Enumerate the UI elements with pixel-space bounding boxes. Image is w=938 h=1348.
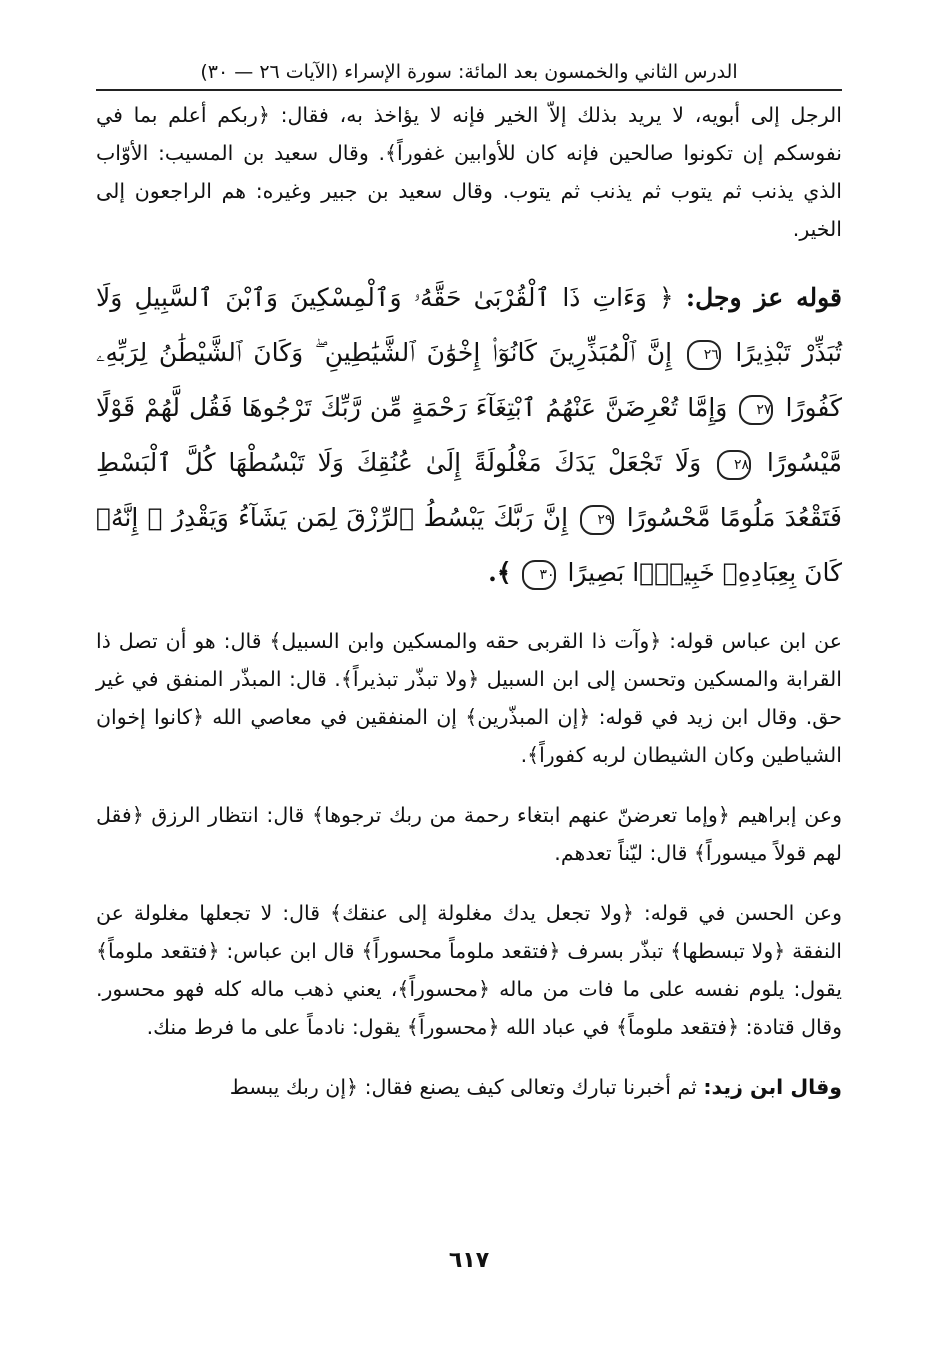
paragraph-3: وعن إبراهيم ﴿وإما تعرضنّ عنهم ابتغاء رحمة من ربك ترجوها﴾ قال: انتظار الرزق ﴿فقل لهم قولاً ميسوراً﴾ قال: ليّناً تعدهم. [96, 803, 842, 865]
paragraph-5-text: ثم أخبرنا تبارك وتعالى كيف يصنع فقال: ﴿إن ربك يبسط [229, 1075, 697, 1099]
ayah-marker-27: ٢٧ [739, 395, 773, 425]
page-body [96, 96, 842, 1106]
verse-29: وَلَا تَجْعَلْ يَدَكَ مَغْلُولَةً إِلَىٰ عُنُقِكَ وَلَا تَبْسُطْهَا كُلَّ ٱلْبَسْطِ فَتَقْعُدَ مَلُومًا مَّحْسُورًا [96, 448, 842, 532]
page-number: ٦١٧ [448, 1248, 490, 1273]
paragraph-1: الرجل إلى أبويه، لا يريد بذلك إلاّ الخير فإنه لا يؤاخذ به، فقال: ﴿ربكم أعلم بما في نفوسكم إن تكونوا صالحين فإنه كان للأوابين غفوراً﴾. وقال سعيد بن المسيب: الأوّاب الذي يذنب ثم يتوب ثم يذنب ثم يتوب. وقال سعيد بن جبير وغيره: هم الراجعون إلى الخير. [96, 103, 842, 241]
header-title: الدرس الثاني والخمسون بعد المائة: سورة الإسراء (الآيات ٢٦ — ٣٠) [200, 61, 738, 83]
paragraph-4: وعن الحسن في قوله: ﴿ولا تجعل يدك مغلولة إلى عنقك﴾ قال: لا تجعلها مغلولة عن النفقة ﴿ولا تبسطها﴾ تبذّر بسرف ﴿فتقعد ملوماً محسوراً﴾ قال ابن عباس: ﴿فتقعد ملوماً﴾ يقول: يلوم نفسه على ما فات من ماله ﴿محسوراً﴾، يعني ذهب ماله كله فهو محسور. وقال قتادة: ﴿فتقعد ملوماً﴾ في عباد الله ﴿محسوراً﴾ يقول: نادماً على ما فرط منك. [96, 901, 842, 1039]
ayah-marker-26: ٢٦ [687, 340, 721, 370]
quran-intro: قوله عز وجل: [685, 283, 842, 312]
quran-passage [96, 270, 842, 600]
verse-28: وَإِمَّا تُعْرِضَنَّ عَنْهُمُ ٱبْتِغَآءَ رَحْمَةٍ مِّن رَّبِّكَ تَرْجُوهَا فَقُل لَّهُمْ قَوْلًا مَّيْسُورًا [96, 393, 843, 477]
verse-27: إِنَّ ٱلْمُبَذِّرِينَ كَانُوٓا۟ إِخْوَٰنَ ٱلشَّيَٰطِينِ ۖ وَكَانَ ٱلشَّيْطَٰنُ لِرَبِّهِۦ كَفُورًا [96, 338, 842, 422]
paragraph-5 [96, 1068, 842, 1106]
ayah-marker-30: ٣٠ [522, 560, 556, 590]
verse-26: ﴿ وَءَاتِ ذَا ٱلْقُرْبَىٰ حَقَّهُۥ وَٱلْمِسْكِينَ وَٱبْنَ ٱلسَّبِيلِ وَلَا تُبَذِّرْ تَبْذِيرًا [96, 283, 842, 367]
quran-close-bracket: ﴾. [488, 558, 512, 587]
verse-30: إِنَّ رَبَّكَ يَبْسُطُ ٱلرِّزْقَ لِمَن يَشَآءُ وَيَقْدِرُ ۚ إِنَّهُۥ كَانَ بِعِبَادِهِۦ خَبِيرًۢا بَصِيرًا [96, 503, 842, 587]
ayah-marker-28: ٢٨ [717, 450, 751, 480]
running-header [96, 55, 842, 91]
ayah-marker-29: ٢٩ [580, 505, 614, 535]
paragraph-2: عن ابن عباس قوله: ﴿وآت ذا القربى حقه والمسكين وابن السبيل﴾ قال: هو أن تصل ذا القرابة والمسكين وتحسن إلى ابن السبيل ﴿ولا تبذّر تبذيراً﴾. قال: المبذّر المنفق في غير حق. وقال ابن زيد في قوله: ﴿إن المبذّرين﴾ إن المنفقين في معاصي الله ﴿كانوا إخوان الشياطين وكان الشيطان لربه كفوراً﴾. [96, 629, 842, 767]
paragraph-5-lead: وقال ابن زيد: [703, 1075, 842, 1099]
